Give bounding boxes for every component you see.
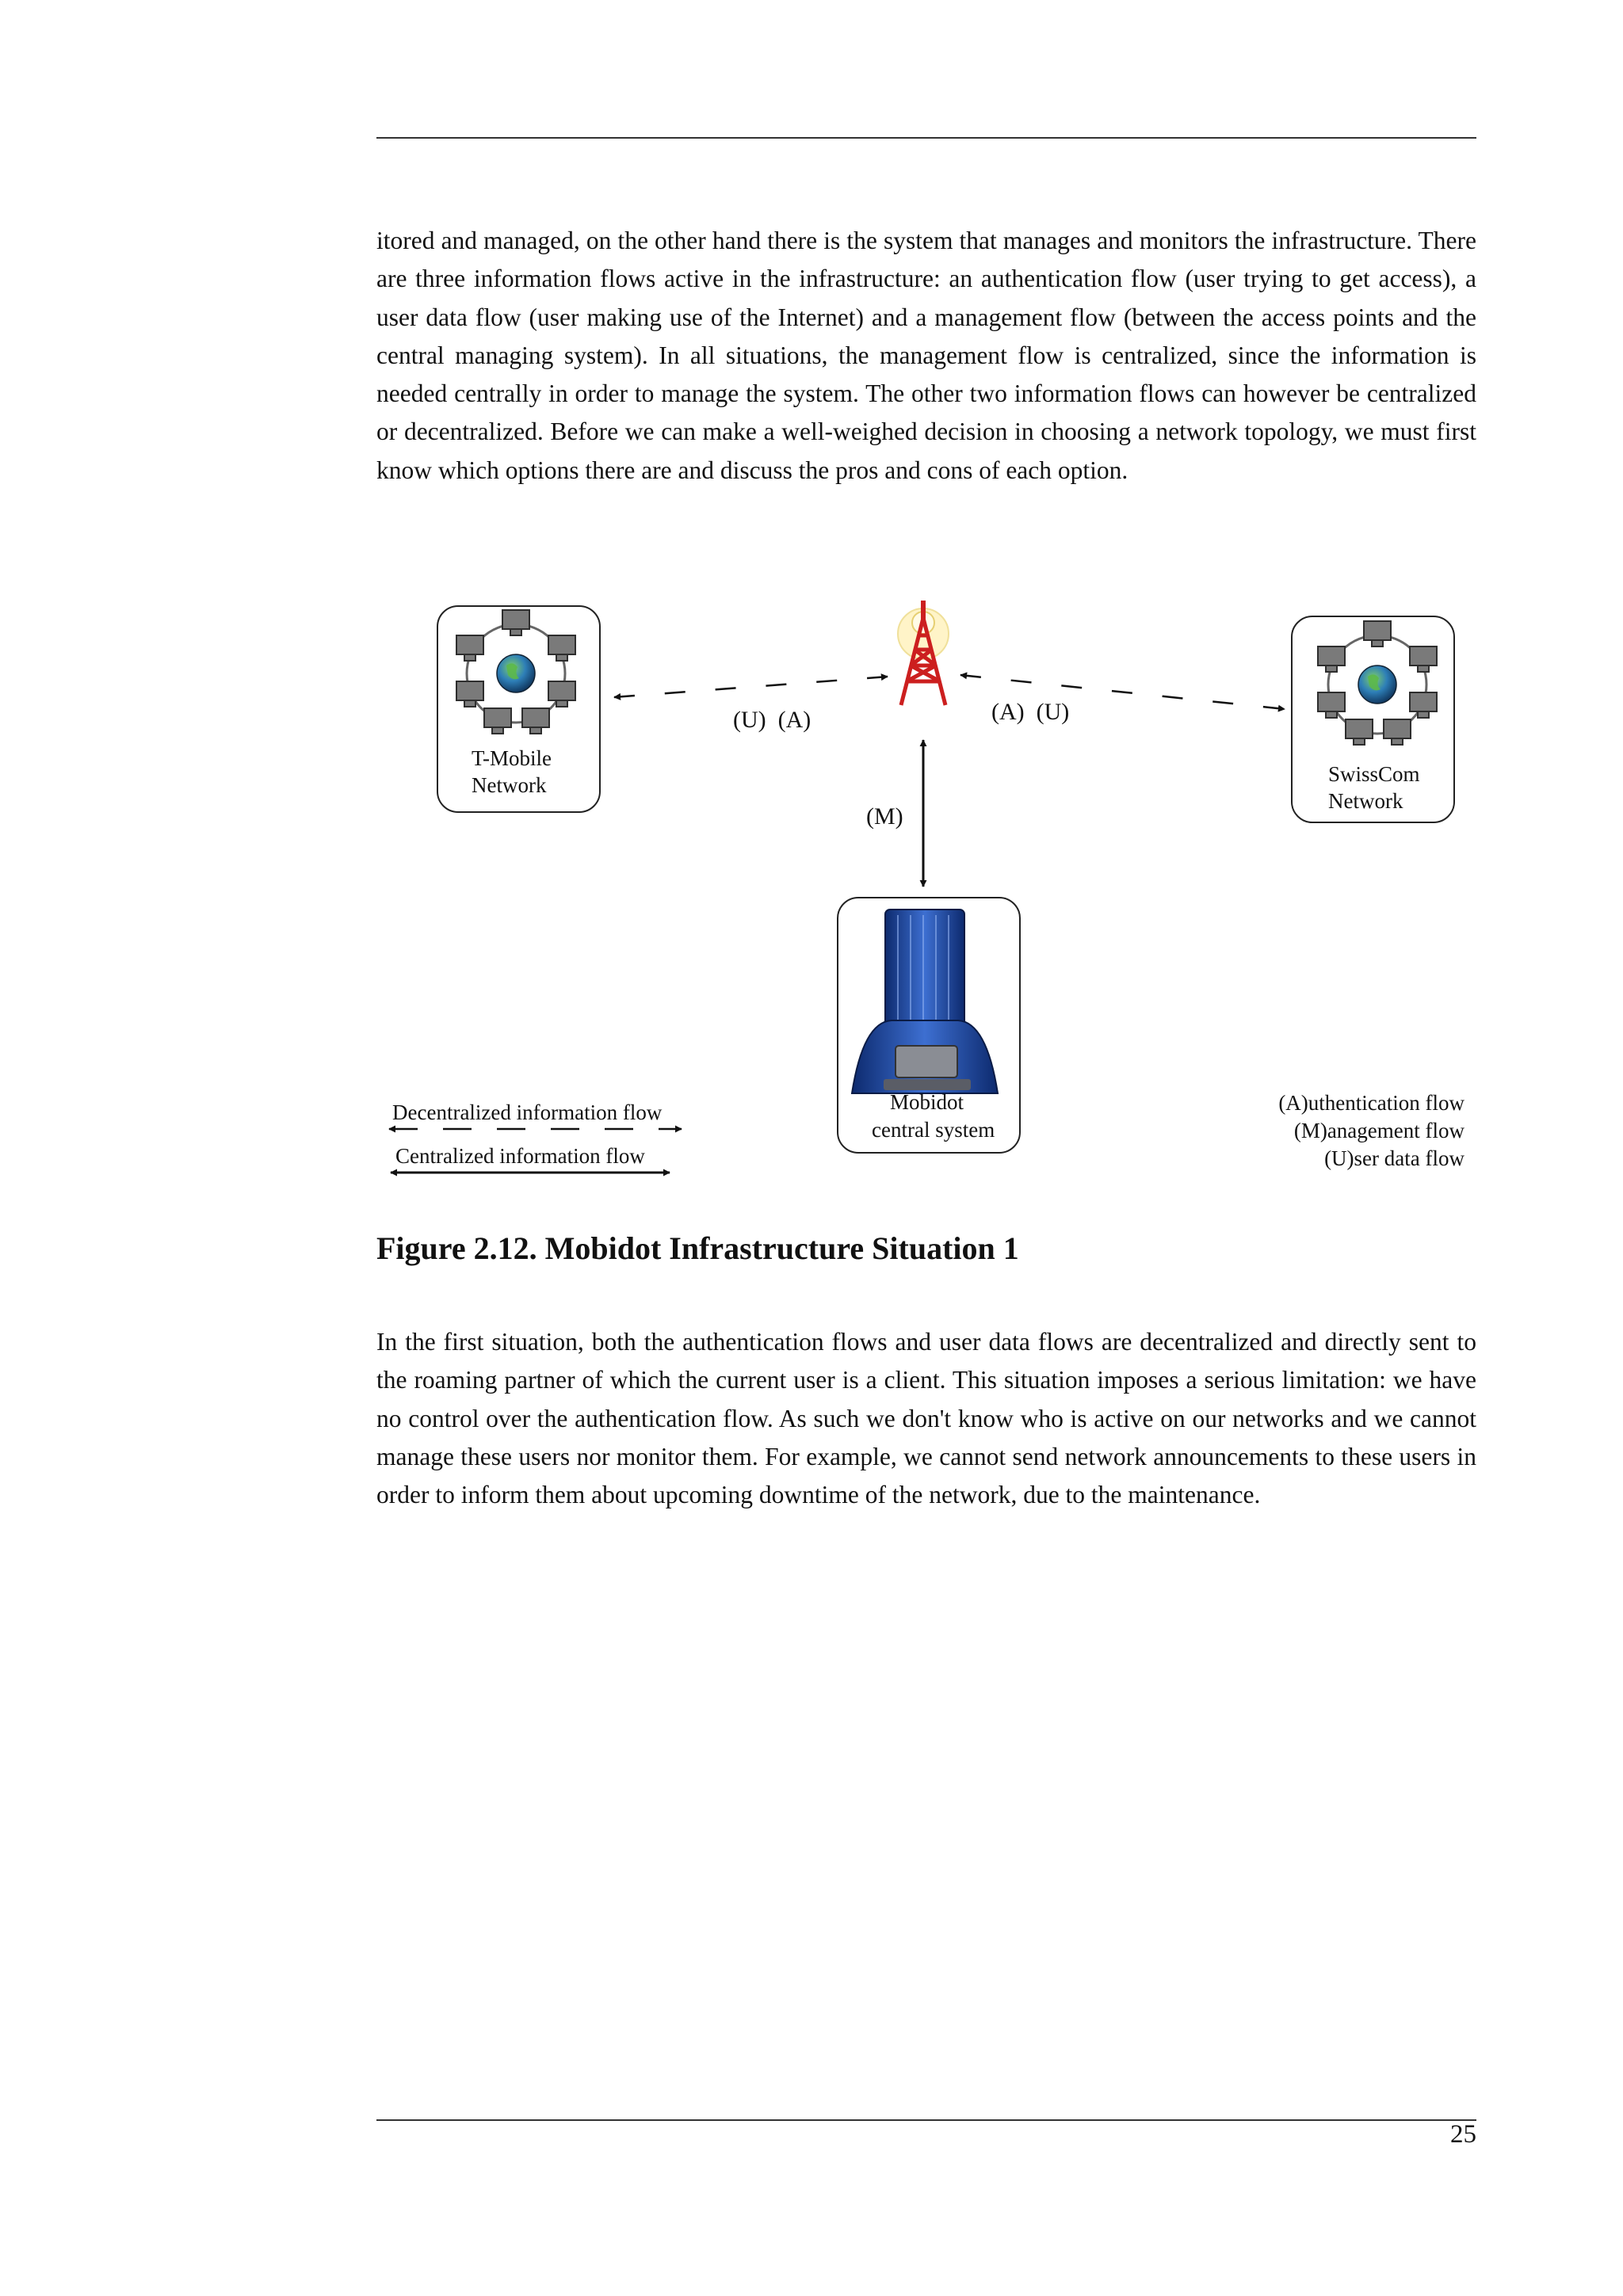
header-rule [376, 137, 1476, 139]
central-system-node [838, 898, 1020, 1153]
antenna-tower-icon [898, 601, 949, 705]
infrastructure-figure [376, 586, 1486, 1204]
central-label-line1: Mobidot [890, 1090, 964, 1114]
figure-caption: Figure 2.12. Mobidot Infrastructure Situation 1 [376, 1230, 1019, 1266]
footer-rule [376, 2119, 1476, 2121]
swisscom-label-line1: SwissCom [1328, 762, 1420, 786]
flow-label-right: (A) (U) [991, 699, 1070, 725]
line-style-legend [389, 1100, 682, 1173]
page-number: 25 [1450, 2120, 1476, 2149]
swisscom-node [1292, 616, 1454, 822]
central-label-line2: central system [872, 1118, 995, 1142]
legend-decentralized: Decentralized information flow [392, 1100, 663, 1124]
flow-type-legend [1278, 1091, 1465, 1170]
tmobile-node [437, 606, 600, 812]
body-paragraph-1: itored and managed, on the other hand there is the system that manages and monitors the infrastructure. There are three information flows active in the infrastructure: an authentication flow (user trying to get access), a user data flow (user making use of the Internet) and a management flow (between the access points and the central managing system). In all situations, the management flow is centralized, since the information is needed centrally in order to manage the system. The other two information flows can however be centralized or decentralized. Before we can make a well-weighed decision in choosing a network topology, we must first know which options there are and discuss the pros and cons of each option. [376, 227, 1476, 484]
legend-centralized: Centralized information flow [395, 1144, 645, 1168]
legend-authentication: (A)uthentication flow [1278, 1091, 1465, 1115]
legend-userdata: (U)ser data flow [1324, 1146, 1465, 1170]
flow-label-management: (M) [866, 803, 903, 830]
legend-management: (M)anagement flow [1293, 1119, 1465, 1142]
body-paragraph-2: In the first situation, both the authentication flows and user data flows are decentralized and directly sent to the roaming partner of which the current user is a client. This situation imposes a serious limitation: we have no control over the authentication flow. As such we don't know who is active on our networks and we cannot manage these users nor monitor them. For example, we cannot send network announcements to these users in order to inform them about upcoming downtime of the network, due to the maintenance. [376, 1328, 1476, 1509]
tmobile-label-line2: Network [472, 773, 547, 797]
flow-arrow-tmobile [614, 677, 888, 697]
swisscom-label-line2: Network [1328, 789, 1403, 813]
tmobile-label-line1: T-Mobile [472, 746, 552, 770]
flow-label-left: (U) (A) [733, 707, 812, 733]
